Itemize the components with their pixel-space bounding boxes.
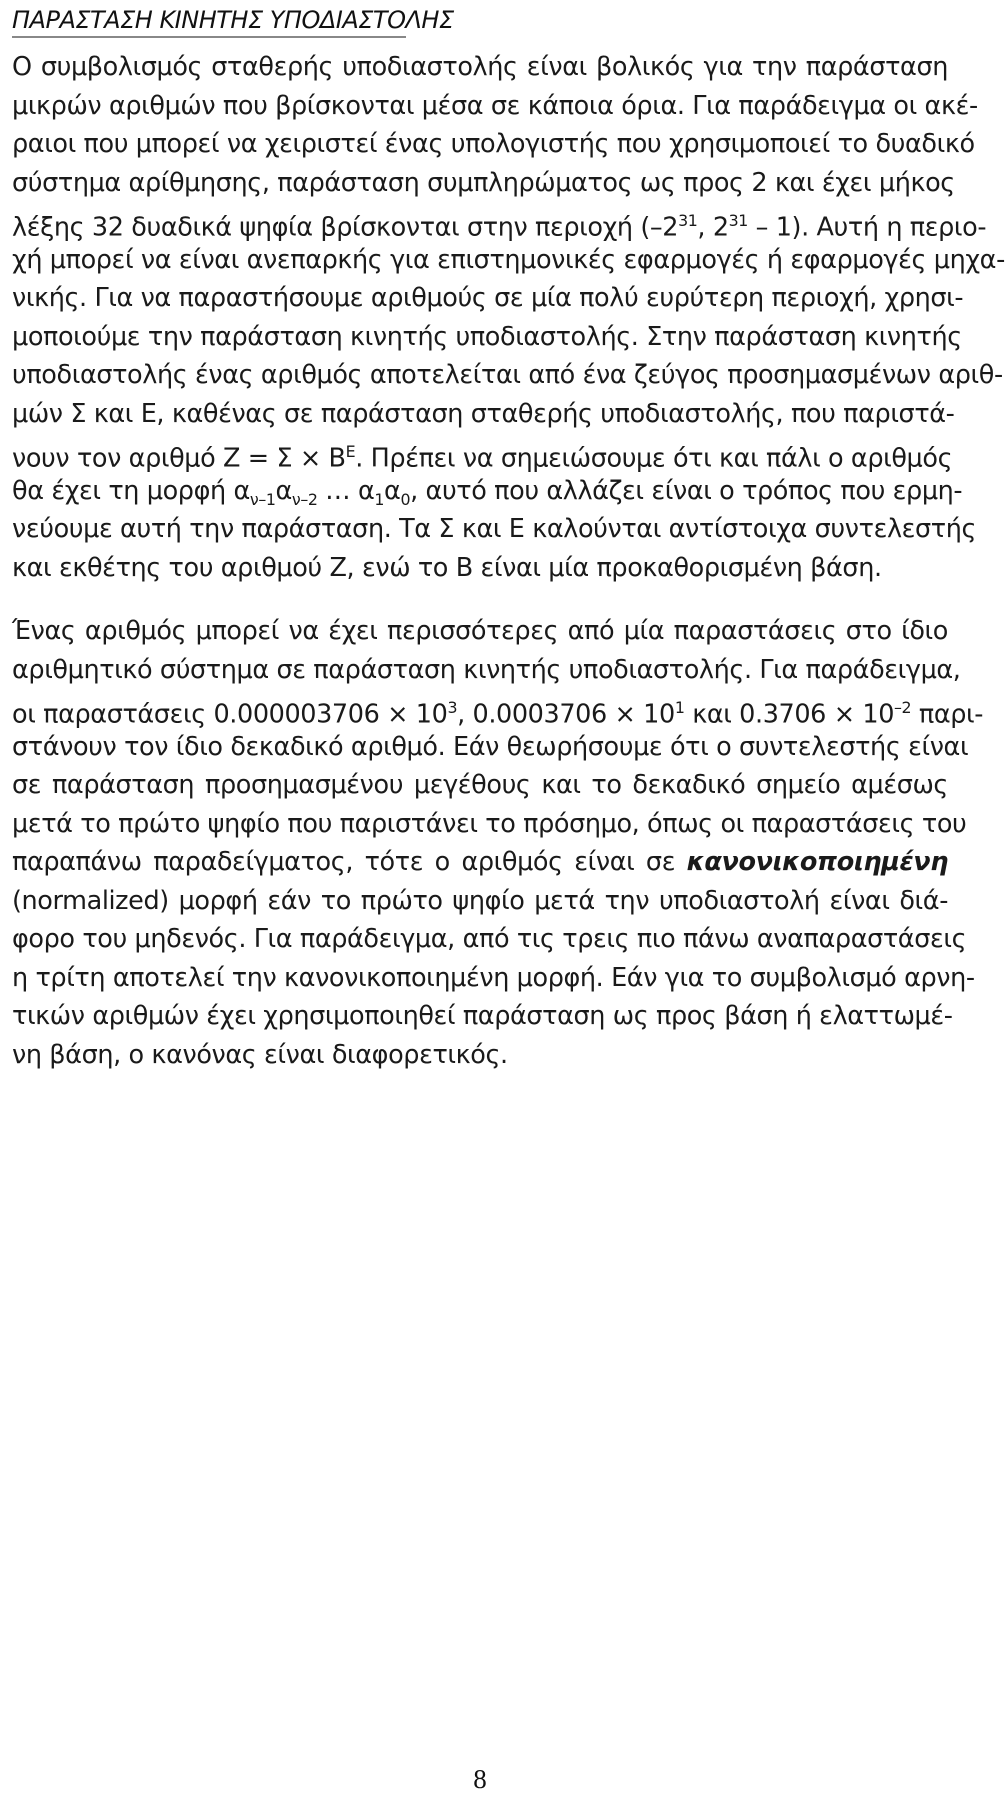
- text-line: η τρίτη αποτελεί την κανονικοποιημένη μορφή. Εάν για το συμβολισμό αρνη-: [12, 962, 975, 993]
- text-line: στάνουν τον ίδιο δεκαδικό αριθμό. Εάν θεωρήσουμε ότι ο συντελεστής είναι: [12, 731, 969, 762]
- text-line: μών Σ και Ε, καθένας σε παράσταση σταθερής υποδιαστολής, που παριστά-: [12, 398, 955, 429]
- text-line: θα έχει τη μορφή $\alpha_{\nu-1}\alpha_{\nu-2}$ … $\alpha_1\alpha_0$, αυτό που αλλάζει είναι ο τρόπος που ερμη-: [12, 475, 963, 509]
- text-line: οι παραστάσεις $0.000003706 \times 10^3$, $0.0003706 \times 10^1$ και $0.3706 \times 10^{-2}$ παρι-: [12, 698, 984, 730]
- text-line: φορο του μηδενός. Για παράδειγμα, από τις τρεις πιο πάνω αναπαραστάσεις: [12, 924, 967, 954]
- text-line: μοποιούμε την παράσταση κινητής υποδιαστολής. Στην παράσταση κινητής: [12, 321, 962, 352]
- text-line: ραιοι που μπορεί να χειριστεί ένας υπολογιστής που χρησιμοποιεί το δυαδικό: [12, 129, 975, 159]
- section-title: ΠΑΡΑΣΤΑΣΗ ΚΙΝΗΤΗΣ ΥΠΟΔΙΑΣΤΟΛΗΣ: [12, 6, 454, 34]
- text-line: χή μπορεί να είναι ανεπαρκής για επιστημονικές εφαρμογές ή εφαρμογές μηχα-: [12, 244, 1005, 275]
- emphasized-term: κανονικοποιημένη: [686, 847, 948, 877]
- text-line: σύστημα αρίθμησης, παράσταση συμπληρώματος ως προς 2 και έχει μήκος: [12, 167, 955, 198]
- text-line: σε παράσταση προσημασμένου μεγέθους και το δεκαδικό σημείο αμέσως: [12, 770, 948, 800]
- text-line: νουν τον αριθμό $Z = \Sigma \times B^E$. Πρέπει να σημειώσουμε ότι και πάλι ο αριθμός: [12, 442, 953, 474]
- text-line: (normalized) μορφή εάν το πρώτο ψηφίο μετά την υποδιαστολή είναι διά-: [12, 885, 948, 916]
- paragraph-fixed-point: [12, 48, 1005, 587]
- text-line: νικής. Για να παραστήσουμε αριθμούς σε μία πολύ ευρύτερη περιοχή, χρησι-: [12, 283, 964, 313]
- text-line: μετά το πρώτο ψηφίο που παριστάνει το πρόσημο, όπως οι παραστάσεις του: [12, 808, 967, 839]
- text-line: παραπάνω παραδείγματος, τότε ο αριθμός είναι σε κανονικοποιημένη: [12, 847, 948, 877]
- text-line: υποδιαστολής ένας αριθμός αποτελείται από ένα ζεύγος προσημασμένων αριθ-: [12, 360, 1003, 390]
- title-underline: [12, 36, 406, 38]
- text-line: και εκθέτης του αριθμού Ζ, ενώ το Β είναι μία προκαθορισμένη βάση.: [12, 552, 882, 583]
- text-line: τικών αριθμών έχει χρησιμοποιηθεί παράσταση ως προς βάση ή ελαττωμέ-: [12, 1001, 953, 1031]
- text-line: νη βάση, ο κανόνας είναι διαφορετικός.: [12, 1039, 508, 1070]
- page-number: 8: [473, 1764, 487, 1794]
- text-line: αριθμητικό σύστημα σε παράσταση κινητής υποδιαστολής. Για παράδειγμα,: [12, 654, 961, 685]
- text-line: νεύουμε αυτή την παράσταση. Τα Σ και Ε καλούνται αντίστοιχα συντελεστής: [12, 514, 977, 544]
- text-line: Ο συμβολισμός σταθερής υποδιαστολής είναι βολικός για την παράσταση: [12, 52, 948, 82]
- paragraph-normalized-form: [12, 612, 984, 1074]
- text-line: λέξης 32 δυαδικά ψηφία βρίσκονται στην περιοχή ($-2^{31}$, $2^{31} - 1$). Αυτή η περιο-: [12, 211, 987, 243]
- text-line: μικρών αριθμών που βρίσκονται μέσα σε κάποια όρια. Για παράδειγμα οι ακέ-: [12, 90, 978, 121]
- text-line: Ένας αριθμός μπορεί να έχει περισσότερες από μία παραστάσεις στο ίδιο: [12, 616, 948, 646]
